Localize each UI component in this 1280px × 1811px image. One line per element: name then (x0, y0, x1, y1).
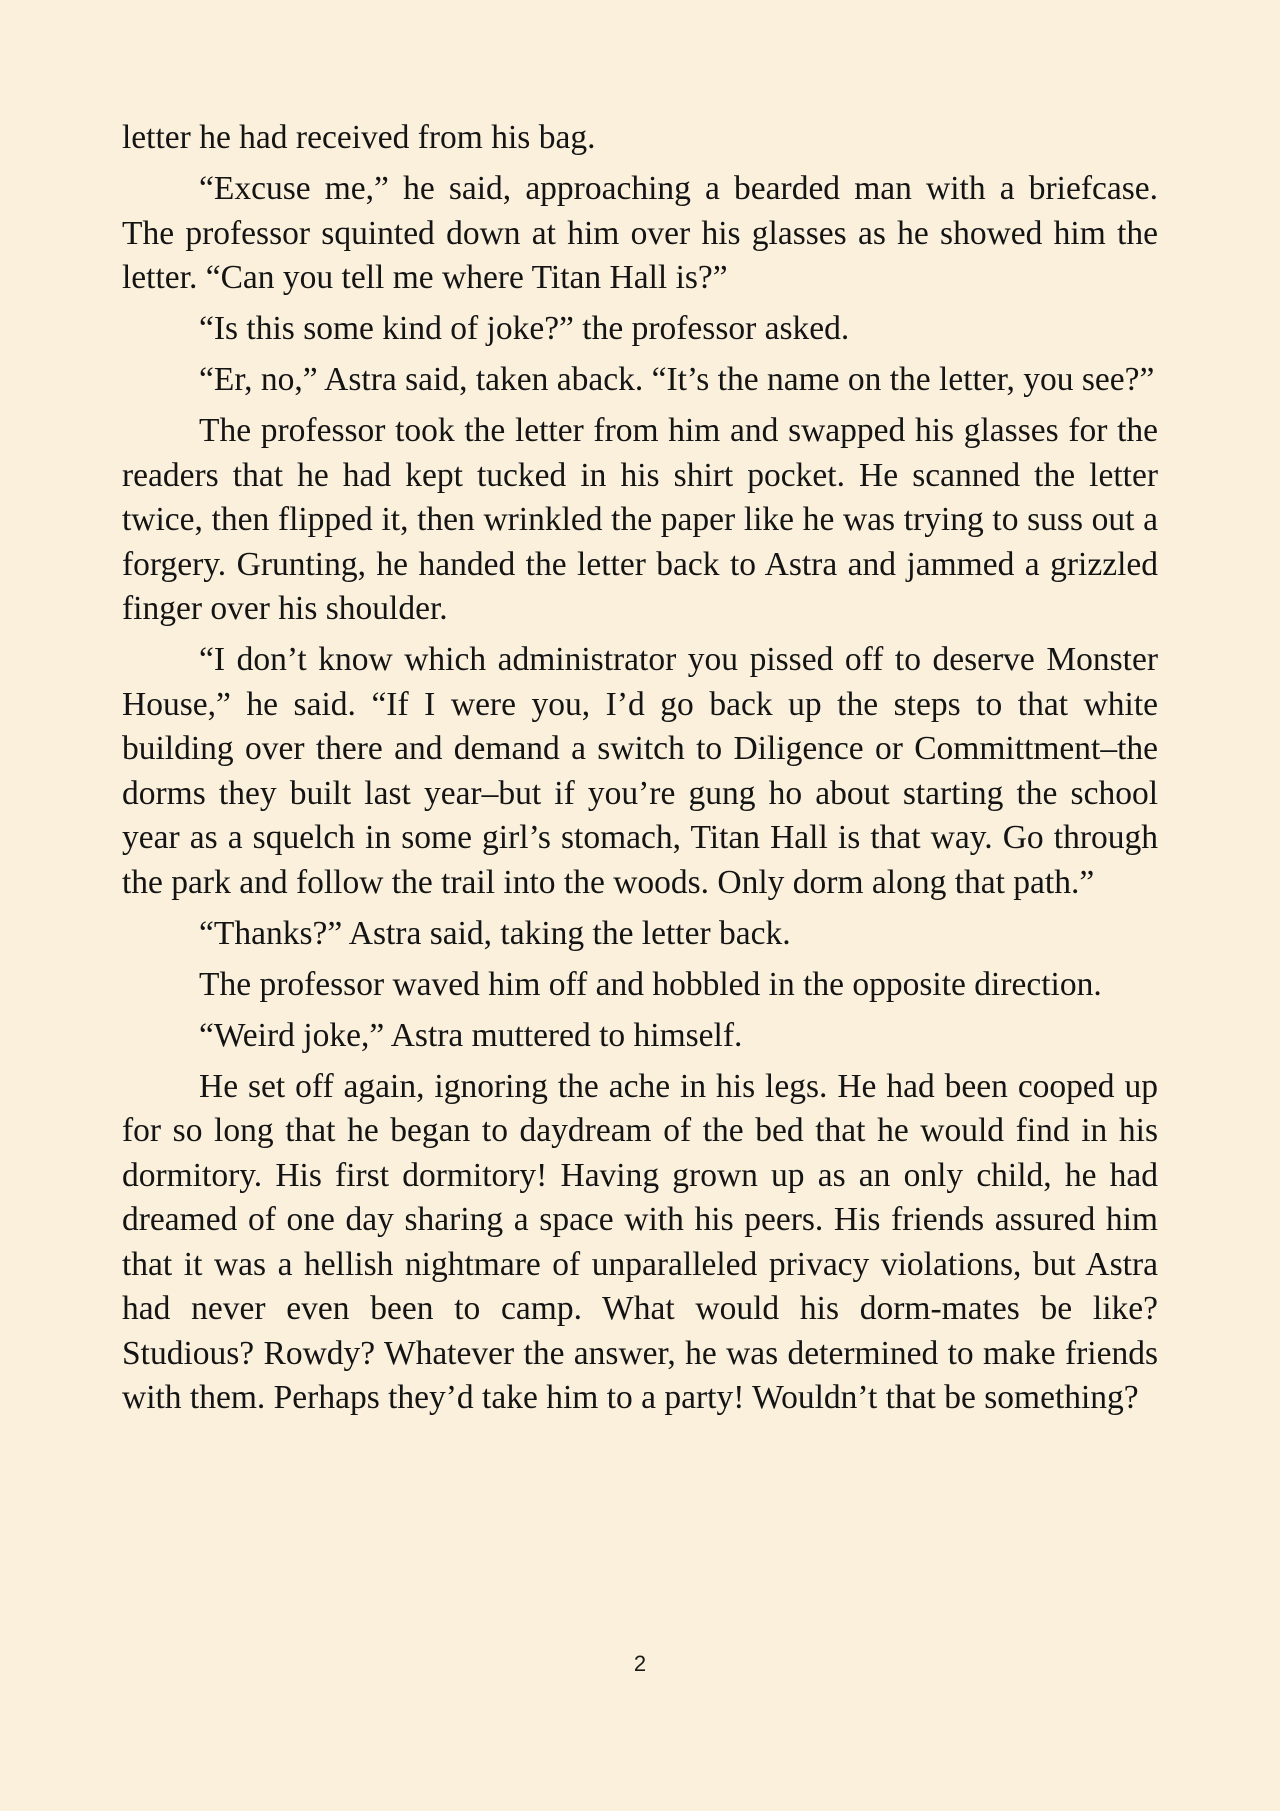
paragraph: “I don’t know which administrator you pissed off to deserve Monster House,” he said. “If I were you, I’d go back up the steps to that white building over there and demand a switch to Diligence or Committment–the dorms they built last year–but if you’re gung ho about starting the school year as a squelch in some girl’s stomach, Titan Hall is that way. Go through the park and follow the trail into the woods. Only dorm along that path.” (122, 641, 1158, 901)
paragraph: The professor took the letter from him and swapped his glasses for the readers that he had kept tucked in his shirt pocket. He scanned the letter twice, then flipped it, then wrinkled the paper like he was trying to suss out a forgery. Grunting, he handed the letter back to Astra and jammed a grizzled finger over his shoulder. (122, 412, 1158, 627)
paragraph: He set off again, ignoring the ache in his legs. He had been cooped up for so long that he began to daydream of the bed that he would find in his dormitory. His first dormitory! Having grown up as an only child, he had dreamed of one day sharing a space with his peers. His friends assured him that it was a hellish nightmare of unparalleled privacy violations, but Astra had never even been to camp. What would his dorm-mates be like? Studious? Rowdy? Whatever the answer, he was determined to make friends with them. Perhaps they’d take him to a party! Wouldn’t that be something? (122, 1067, 1158, 1416)
paragraph: “Excuse me,” he said, approaching a bearded man with a briefcase. The professor squinted down at him over his glasses as he showed him the letter. “Can you tell me where Titan Hall is?” (122, 170, 1158, 296)
paragraph: “Is this some kind of joke?” the professor asked. (199, 310, 850, 347)
page-number: 2 (633, 1651, 647, 1676)
paragraph: The professor waved him off and hobbled in the opposite direction. (199, 965, 1102, 1003)
paragraph: “Weird joke,” Astra muttered to himself. (199, 1016, 743, 1054)
paragraph: “Thanks?” Astra said, taking the letter back. (199, 914, 791, 952)
page-body-text (122, 116, 1158, 1427)
paragraph: letter he had received from his bag. (122, 119, 596, 156)
paragraph: “Er, no,” Astra said, taken aback. “It’s the name on the letter, you see?” (199, 361, 1155, 398)
